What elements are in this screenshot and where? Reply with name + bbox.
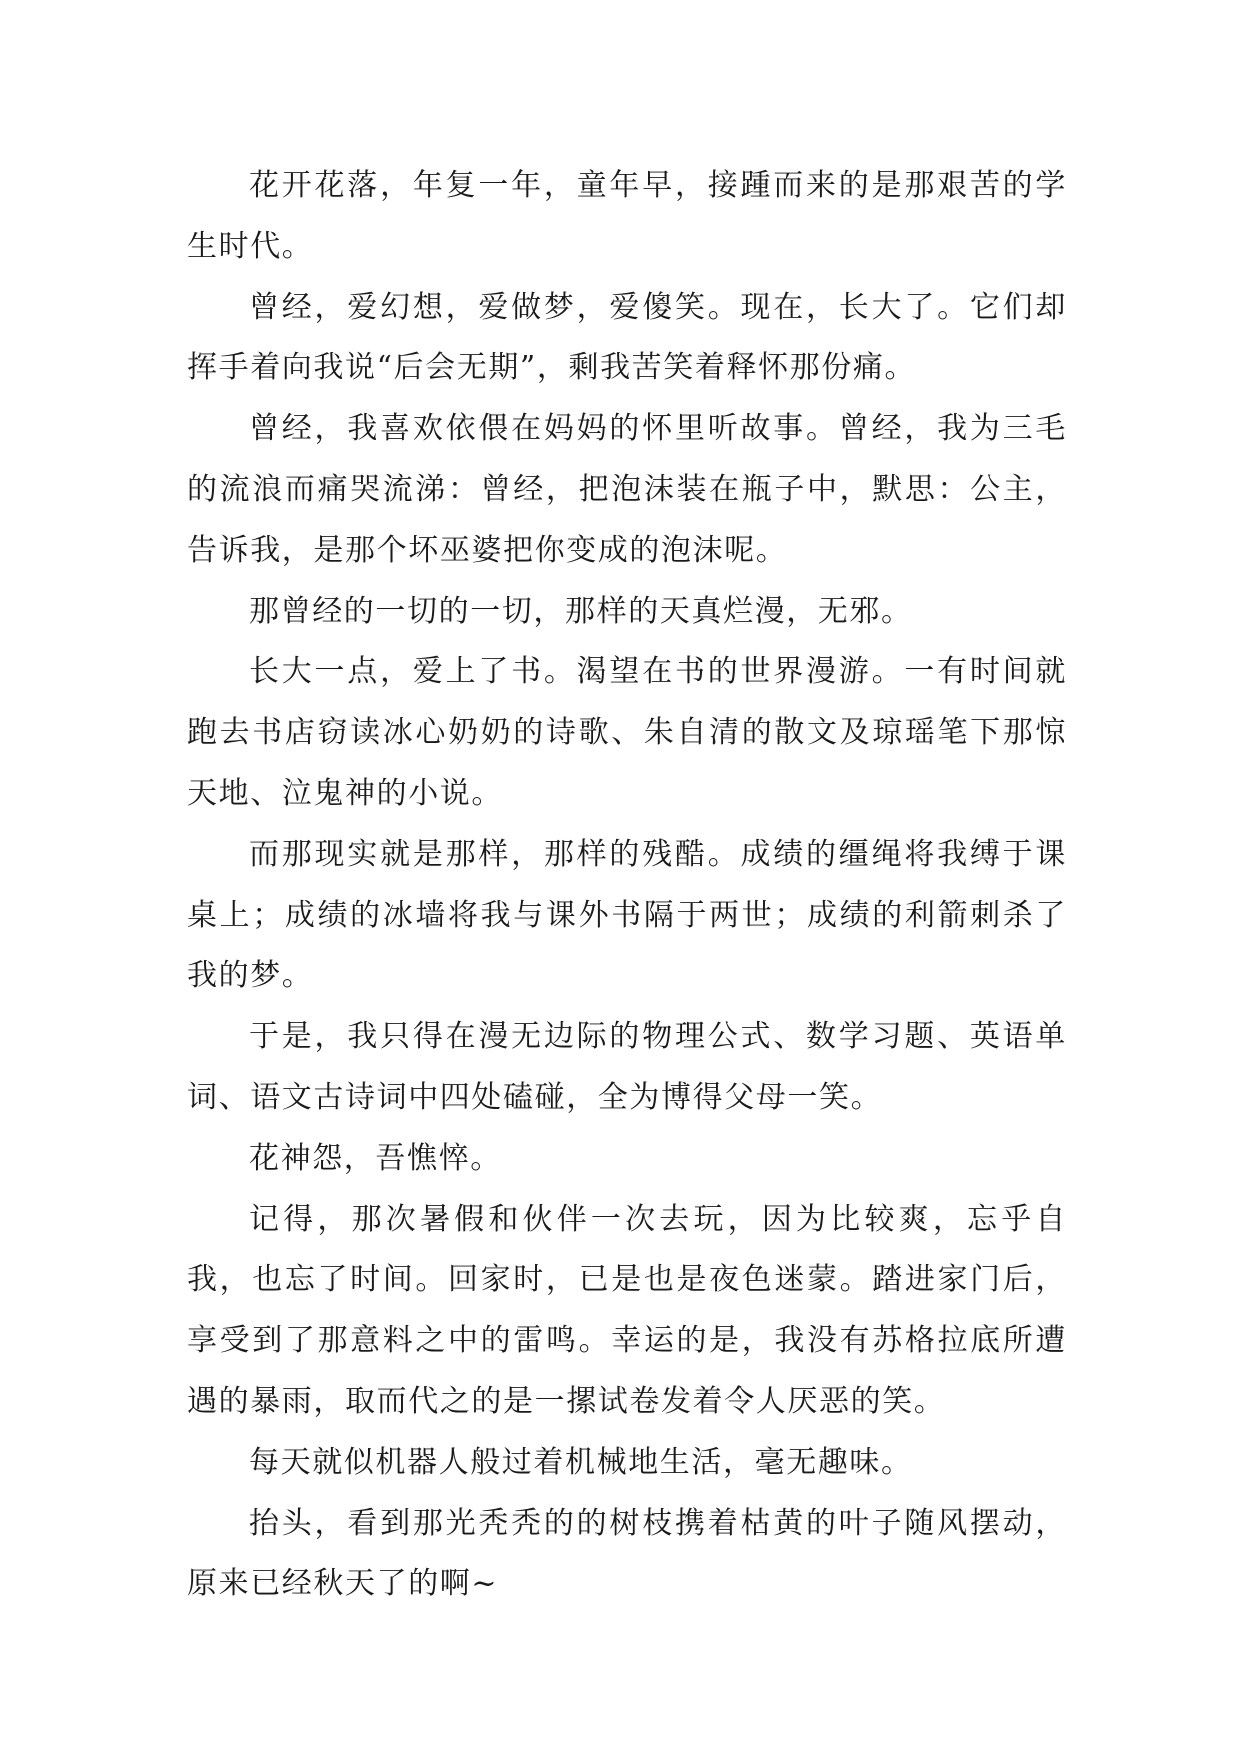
paragraph: 长大一点，爱上了书。渴望在书的世界漫游。一有时间就跑去书店窃读冰心奶奶的诗歌、朱自清的散文及琼瑶笔下那惊天地、泣鬼神的小说。	[187, 654, 1067, 811]
paragraph: 曾经，爱幻想，爱做梦，爱傻笑。现在，长大了。它们却挥手着向我说“后会无期”，剩我苦笑着释怀那份痛。	[187, 289, 1067, 386]
paragraph: 花开花落，年复一年，童年早，接踵而来的是那艰苦的学生时代。	[187, 168, 1067, 264]
paragraph: 每天就似机器人般过着机械地生活，毫无趣味。	[249, 1444, 913, 1480]
essay-body	[187, 156, 1067, 1615]
paragraph: 而那现实就是那样，那样的残酷。成绩的缰绳将我缚于课桌上；成绩的冰墙将我与课外书隔于两世；成绩的利箭刺杀了我的梦。	[187, 836, 1067, 994]
paragraph: 曾经，我喜欢依偎在妈妈的怀里听故事。曾经，我为三毛的流浪而痛哭流涕：曾经，把泡沫装在瓶子中，默思：公主，告诉我，是那个坏巫婆把你变成的泡沫呢。	[187, 411, 1067, 568]
paragraph: 抬头，看到那光秃秃的的树枝携着枯黄的叶子随风摆动，原来已经秋天了的啊~	[187, 1505, 1067, 1602]
paragraph: 那曾经的一切的一切，那样的天真烂漫，无邪。	[249, 593, 913, 629]
paragraph: 于是，我只得在漫无边际的物理公式、数学习题、英语单词、语文古诗词中四处磕碰，全为博得父母一笑。	[187, 1019, 1067, 1115]
paragraph: 花神怨，吾憔悴。	[249, 1140, 502, 1176]
paragraph: 记得，那次暑假和伙伴一次去玩，因为比较爽，忘乎自我，也忘了时间。回家时，已是也是夜色迷蒙。踏进家门后，享受到了那意料之中的雷鸣。幸运的是，我没有苏格拉底所遭遇的暴雨，取而代之的是一摞试卷发着令人厌恶的笑。	[187, 1201, 1067, 1419]
